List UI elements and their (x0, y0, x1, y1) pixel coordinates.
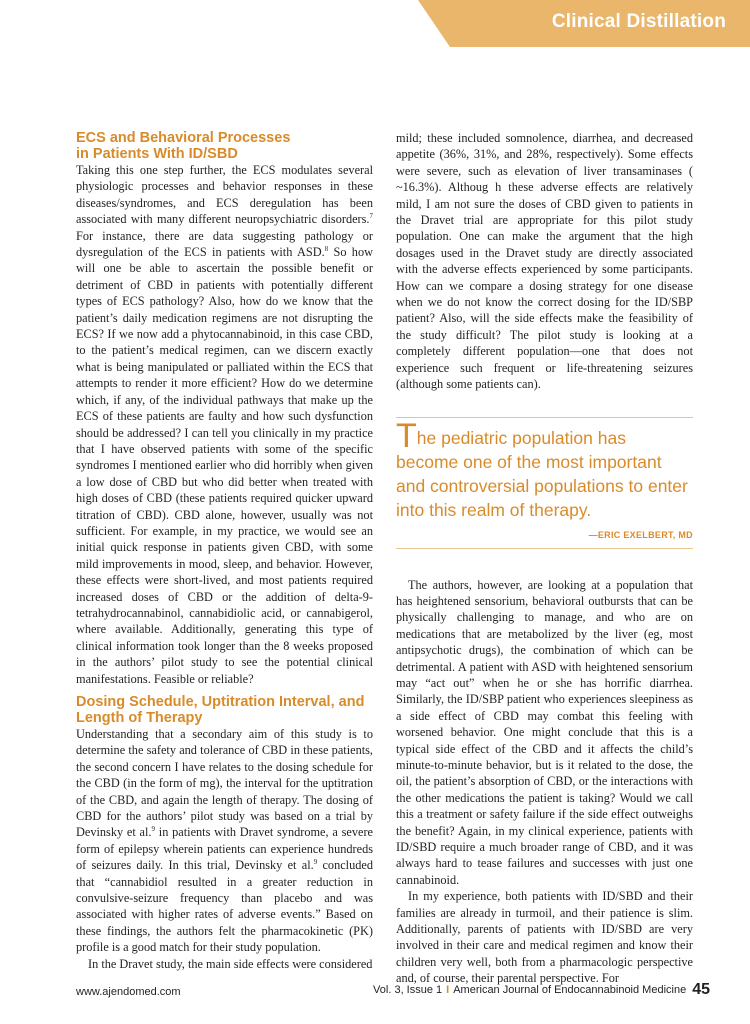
text-run: concluded that “cannabidiol resulted in a greater reduction in convulsive-seizure frequency than placebo and was associated with higher rates of adverse events.” Based on these findings, the authors felt the pharmacokinetic (PK) profile is a good match for their study population. (76, 858, 374, 955)
left-column (76, 130, 373, 972)
page-number: 45 (692, 981, 710, 998)
pull-quote (396, 417, 693, 549)
paragraph-dravet-start: In the Dravet study, the main side effects were considered (88, 956, 373, 971)
footer-journal-info (373, 981, 710, 999)
heading-dosing-schedule (76, 694, 373, 726)
pull-quote-text (396, 416, 693, 522)
reference-superscript: 8 (324, 244, 329, 253)
heading-dosing-line2: Length of Therapy (76, 710, 203, 726)
section-title: Clinical Distillation (551, 11, 726, 32)
text-run: So how will one be able to ascertain the possible benefit or detriment of CBD in patients with potentially different types of ECS pathology? Also, how do we know that the patient’s daily medication regimens are not disrupting the ECS? If we now add a phytocannabinoid, in this case CBD, to the patient’s medical regimen, can we discern exactly what is being manipulated or palliated within the ECS that attempts to render it more efficient? How do we determine which, if any, of the individual pathways that make up the ECS of these patients are faulty and how such dysfunction should be addressed? I can tell you clinically in my practice that I have observed patients with some of the specific syndromes I mentioned earlier who did horribly when given a low dose of CBD but who did better when treated with high doses of CBD (these patients required quicker upward titration of CBD). CBD alone, however, usually was not sufficient. For example, in my practice, we would see an initial quick response in patients given CBD, with some mild improvements in mood, sleep, and behavior. However, these effects were short-lived, and most patients required increased doses of CBD or the addition of delta-9-tetrahydrocannabinol, cannabidiolic acid, or cannabigerol, where available. Additionally, generating this type of clinical information took longer than the 8 weeks proposed in the authors’ pilot study to see the potential clinical manifestations. Feasible or reliable? (76, 245, 373, 686)
text-run: in patients with Dravet syndrome, a severe form of epilepsy wherein patients can experience hundreds of seizures daily. In this trial, Devinsky et al. (76, 825, 373, 873)
pull-quote-initial: T (396, 416, 417, 455)
paragraph-side-effects: mild; these included somnolence, diarrhea, and decreased appetite (36%, 31%, and 28%, respectively). Some effects were severe, such as elevation of liver transaminases ( ~16.3%). Althoug h these adverse effects are relatively mild, I am not sure the doses of CBD given to patients in the Dravet trial are appropriate for this pilot study population. One can make the argument that the high dosages used in the Dravet study are directly associated with the adverse effects experienced by some participants. How can we compare a dosing strategy for one disease when we do not know the correct dosing for the ID/SBP patient? Also, will the side effects make the feasibility of the study difficult? The pilot study is looking at a completely different population—one that does not experience such frequent or life-threatening seizures (although some patients can). (396, 131, 693, 392)
text-run: Taking this one step further, the ECS modulates several physiologic processes and behavior responses in these diseases/syndromes, and ECS deregulation has been associated with many different neuropsychiatric disorders. (76, 163, 373, 227)
footer-separator: I (446, 984, 450, 996)
heading-ecs-line2: in Patients With ID/SBD (76, 146, 238, 162)
paragraph-sensorium: The authors, however, are looking at a population that has heightened sensorium, behavioral outbursts that can be physically challenging to manage, and who are on medications that are metabolized by the liver (eg, most antipsychotic drugs), the combination of which can be detrimental. A patient with ASD with heightened sensorium may “act out” when he or she has horrific diarrhea. Similarly, the ID/SBP patient who experiences sleepiness as a side effect of CBD may combat this feeling with worsened behavior. One might conclude that this is a typical side effect of the CBD and it affects the child’s minute-to-minute behavior, but is it related to the dose, the oil, the patient’s absorption of CBD, or the interactions with the other medications the patient is taking? Would we call this a treatment or safety failure if the side effect outweighs the benefit? Again, in my clinical experience, patients with ID/SBD require a much broader range of CBD, and it was always hard to tease failures and successes with just one cannabinoid. (396, 577, 693, 887)
text-run: For instance, there are data suggesting pathology or dysregulation of the ECS in patients with ASD. (76, 228, 373, 260)
pull-quote-body: he pediatric population has become one of the most important and controversial populations to enter into this realm of therapy. (396, 427, 688, 520)
reference-superscript: 9 (313, 858, 318, 867)
footer-issue: Vol. 3, Issue 1 (373, 984, 443, 996)
footer-url[interactable]: www.ajendomed.com (76, 986, 181, 998)
right-column (396, 130, 693, 987)
footer-journal-name: American Journal of Endocannabinoid Medicine (453, 984, 687, 996)
text-run: Understanding that a secondary aim of this study is to determine the safety and tolerance of CBD in these patients, the second concern I have relates to the dosing schedule for the CBD (in the form of mg), the interval for the uptitration of the CBD, and again the length of therapy. The dosing of CBD for the authors’ pilot study was based on a trial by Devinsky et al. (76, 727, 373, 840)
paragraph-families: In my experience, both patients with ID/SBD and their families are already in turmoil, and their patience is slim. Additionally, parents of patients with ID/SBD are very involved in their care and medical regimen and know their children very well, both from a pharmacologic perspective and, of course, their parental perspective. For (396, 889, 693, 986)
heading-ecs-behavioral (76, 130, 373, 162)
heading-dosing-line1: Dosing Schedule, Uptitration Interval, and (76, 694, 365, 710)
pull-quote-author: —ERIC EXELBERT, MD (588, 529, 693, 540)
reference-superscript: 7 (369, 212, 373, 221)
reference-superscript: 9 (151, 825, 156, 834)
heading-ecs-line1: ECS and Behavioral Processes (76, 130, 291, 146)
paragraph-ecs (76, 162, 373, 687)
paragraph-dosing (76, 726, 373, 956)
